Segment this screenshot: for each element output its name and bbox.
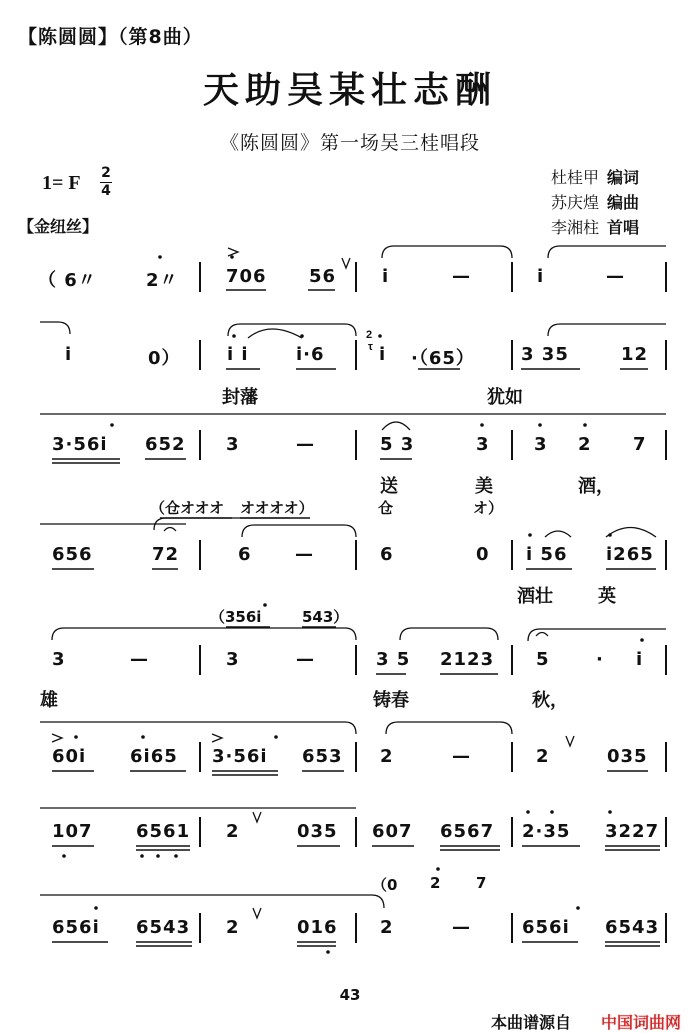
lyric: 雄 xyxy=(40,690,58,711)
note: 3 35 xyxy=(521,344,569,365)
percussion: （仓オオオ xyxy=(150,499,225,517)
time-signature-top: 2 xyxy=(101,165,111,181)
lyric: 秋， xyxy=(532,690,568,711)
credit-name: 苏庆煌 xyxy=(551,193,600,212)
note: 6i65 xyxy=(130,746,178,767)
note: — xyxy=(296,649,315,670)
note: 2 xyxy=(536,746,550,767)
percussion: （356i xyxy=(210,608,262,626)
percussion: 543） xyxy=(302,608,349,626)
grace-note-annotation xyxy=(366,329,373,353)
key-signature: 1= F xyxy=(42,172,81,194)
lyric: 美 xyxy=(475,476,493,497)
credit-role: 编曲 xyxy=(607,193,640,212)
lyric: 酒， xyxy=(578,476,614,497)
note: 3 xyxy=(52,649,66,670)
percussion: 仓 xyxy=(378,499,394,517)
note: 6543 xyxy=(136,917,191,938)
song-subtitle: 《陈圆圆》第一场吴三桂唱段 xyxy=(219,132,480,154)
note: 035 xyxy=(607,746,648,767)
note: 035 xyxy=(297,821,338,842)
song-title: 天助吴某壮志酬 xyxy=(202,69,497,111)
note: i xyxy=(379,344,387,365)
note: 12 xyxy=(621,344,649,365)
note: — xyxy=(452,266,471,287)
note: 016 xyxy=(297,917,338,938)
note: i265 xyxy=(606,544,654,565)
lyric: 酒壮 xyxy=(517,586,553,607)
svg-text:2: 2 xyxy=(366,329,373,341)
note: 2 xyxy=(578,434,592,455)
note: 656i xyxy=(52,917,100,938)
percussion: オ） xyxy=(473,499,504,517)
note: 56 xyxy=(309,266,337,287)
accent-marks xyxy=(52,248,574,918)
note: 3 5 xyxy=(376,649,411,670)
note: 6567 xyxy=(440,821,495,842)
note: i 56 xyxy=(526,544,568,565)
credit-name: 李湘柱 xyxy=(551,218,600,237)
note: 60i xyxy=(52,746,87,767)
lyric: 铸春 xyxy=(373,690,409,711)
percussion: 7 xyxy=(476,874,487,892)
note: i xyxy=(636,649,644,670)
note: · xyxy=(596,649,604,670)
note: — xyxy=(296,434,315,455)
note: i i xyxy=(227,344,249,365)
note: 6561 xyxy=(136,821,191,842)
tune-tag: 【金纽丝】 xyxy=(18,217,99,236)
note: 3227 xyxy=(605,821,660,842)
page-number: 43 xyxy=(339,986,361,1004)
note: 5 3 xyxy=(380,434,415,455)
credit-name: 杜桂甲 xyxy=(551,168,600,187)
note: 706 xyxy=(226,266,267,287)
note: — xyxy=(295,544,314,565)
percussion: オオオオ） xyxy=(240,499,314,517)
note: （ 6〃 xyxy=(38,270,97,291)
note: i·6 xyxy=(296,344,325,365)
source-watermark: 本曲谱源自 xyxy=(491,1013,572,1032)
barlines xyxy=(200,262,666,943)
note: — xyxy=(452,917,471,938)
suite-header: 【陈圆圆】（第8曲） xyxy=(18,26,203,48)
note: 653 xyxy=(302,746,343,767)
slurs xyxy=(40,246,666,908)
time-signature-bottom: 4 xyxy=(101,183,111,199)
note: i xyxy=(382,266,390,287)
note: 2·35 xyxy=(522,821,571,842)
note: i xyxy=(65,344,73,365)
note: 2 xyxy=(380,746,394,767)
note: 0） xyxy=(148,348,181,369)
note: 7 xyxy=(633,434,647,455)
note: 607 xyxy=(372,821,413,842)
credit-role: 编词 xyxy=(607,168,640,187)
svg-text:τ: τ xyxy=(368,341,373,353)
note: 3 xyxy=(476,434,490,455)
note: i xyxy=(537,266,545,287)
percussion: 2 xyxy=(430,874,441,892)
note: 656i xyxy=(522,917,570,938)
note: — xyxy=(130,649,149,670)
note: ·（65） xyxy=(411,348,475,369)
note: 652 xyxy=(145,434,186,455)
lyric: 英 xyxy=(598,586,616,607)
note: 2 xyxy=(226,917,240,938)
note: — xyxy=(606,266,625,287)
note: 2123 xyxy=(440,649,495,670)
note: 3 xyxy=(534,434,548,455)
note: 5 xyxy=(536,649,550,670)
lyric: 送 xyxy=(380,476,398,497)
note: 107 xyxy=(52,821,93,842)
note: 3 xyxy=(226,649,240,670)
note: — xyxy=(452,746,471,767)
note: 0 xyxy=(476,544,490,565)
note: 2 xyxy=(380,917,394,938)
note: 6 xyxy=(238,544,252,565)
beam-underlines xyxy=(52,290,660,946)
note: 6 xyxy=(380,544,394,565)
lyric: 封藩 xyxy=(222,387,258,408)
note: 2 xyxy=(226,821,240,842)
note: 3 xyxy=(226,434,240,455)
note: 3·56i xyxy=(212,746,268,767)
octave-dots xyxy=(62,255,644,954)
note: 3·56i xyxy=(52,434,108,455)
note: 6543 xyxy=(605,917,660,938)
lyric: 犹如 xyxy=(487,387,523,408)
note: 2〃 xyxy=(146,270,179,291)
credit-role: 首唱 xyxy=(607,218,640,237)
site-watermark: 中国词曲网 xyxy=(601,1013,682,1032)
percussion: （0 xyxy=(372,876,398,894)
note: 656 xyxy=(52,544,93,565)
note: 72 xyxy=(152,544,180,565)
